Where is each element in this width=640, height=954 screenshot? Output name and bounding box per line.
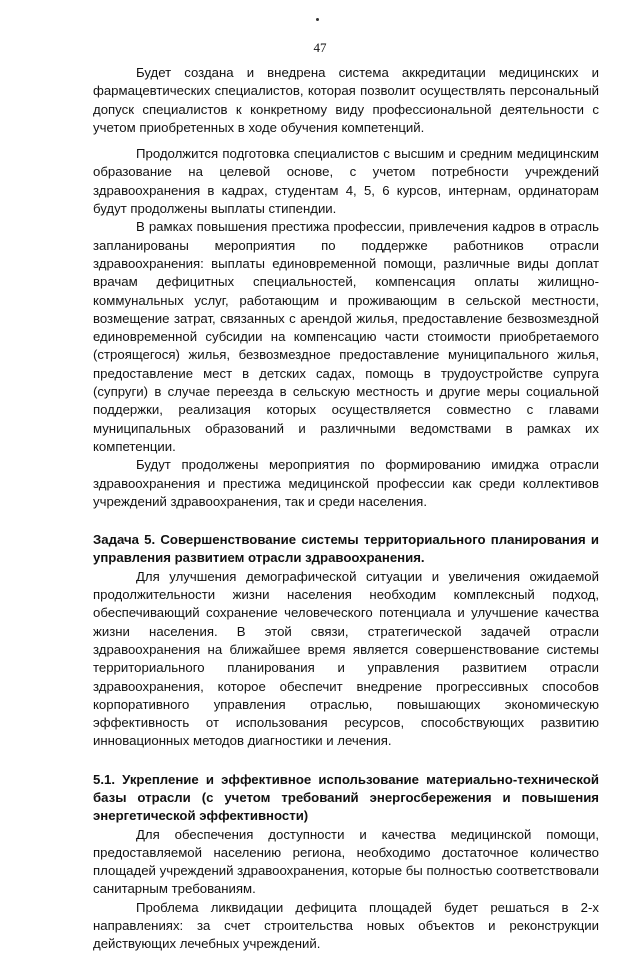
- page-body: [93, 64, 599, 954]
- paragraph-accessibility: Для обеспечения доступности и качества медицинской помощи, предоставляемой населению региона, необходимо достаточное количество площадей учреждений здравоохранения, которые бы полностью соответствовали санитарным требованиям.: [93, 826, 599, 897]
- heading-task-5: Задача 5. Совершенствование системы территориального планирования и управления развитием отрасли здравоохранения.: [93, 532, 599, 566]
- heading-section-5-1: 5.1. Укрепление и эффективное использование материально-технической базы отрасли (с учетом требований энергосбережения и повышения энергетической эффективности): [93, 771, 599, 824]
- paragraph-gap: [93, 511, 599, 531]
- page-number: 47: [313, 40, 327, 55]
- paragraph-demography: Для улучшения демографической ситуации и увеличения ожидаемой продолжительности жизни населения необходим комплексный подход, обеспечивающий сохранение человеческого потенциала и улучшение качества жизни населения. В этой связи, стратегической задачей отрасли здравоохранения на ближайшее время является совершенствование системы территориального планирования и управления развитием отрасли здравоохранения, которое обеспечит внедрение прогрессивных способов корпоративного управления отраслью, повышающих экономическую эффективность от использования ресурсов, способствующих развитию инновационных методов диагностики и лечения.: [93, 568, 599, 749]
- paragraph-accreditation: Будет создана и внедрена система аккредитации медицинских и фармацевтических специалистов, которая позволит осуществлять персональный допуск специалистов к конкретному виду профессиональной деятельности с учетом приобретенных в ходе обучения компетенций.: [93, 65, 599, 135]
- paragraph-prestige: В рамках повышения престижа профессии, привлечения кадров в отрасль запланированы мероприятия по поддержке работников отрасли здравоохранения: выплаты единовременной помощи, различные виды доплат врачам дефицитных специальностей, компенсация оплаты жилищно-коммунальных услуг, работающим и проживающим в сельской местности, возмещение затрат, связанных с арендой жилья, предоставление безвозмездной единовременной субсидии на компенсацию части стоимости приобретаемого (строящегося) жилья, безвозмездное предоставление муниципального жилья, предоставление мест в детских садах, помощь в трудоустройстве супруга (супруги) в случае переезда в сельскую местность и другие меры социальной поддержки, реализация которых осуществляется совместно с главами муниципальных образований и различными ведомствами в рамках их компетенции.: [93, 219, 599, 454]
- paragraph-gap: [93, 751, 599, 771]
- scan-mark-dot: [316, 18, 319, 21]
- paragraph-image: Будут продолжены мероприятия по формированию имиджа отрасли здравоохранения и престижа медицинской профессии как среди коллективов учреждений здравоохранения, так и среди населения.: [93, 457, 599, 509]
- paragraph-training: Продолжится подготовка специалистов с высшим и средним медицинским образование на целевой основе, с учетом потребности учреждений здравоохранения в кадрах, студентам 4, 5, 6 курсов, интернам, ординаторам будут продолжены выплаты стипендии.: [93, 146, 599, 217]
- paragraph-deficit: Проблема ликвидации дефицита площадей будет решаться в 2-х направлениях: за счет строительства новых объектов и реконструкции действующих лечебных учреждений.: [93, 899, 599, 952]
- paragraph-gap: [93, 137, 599, 145]
